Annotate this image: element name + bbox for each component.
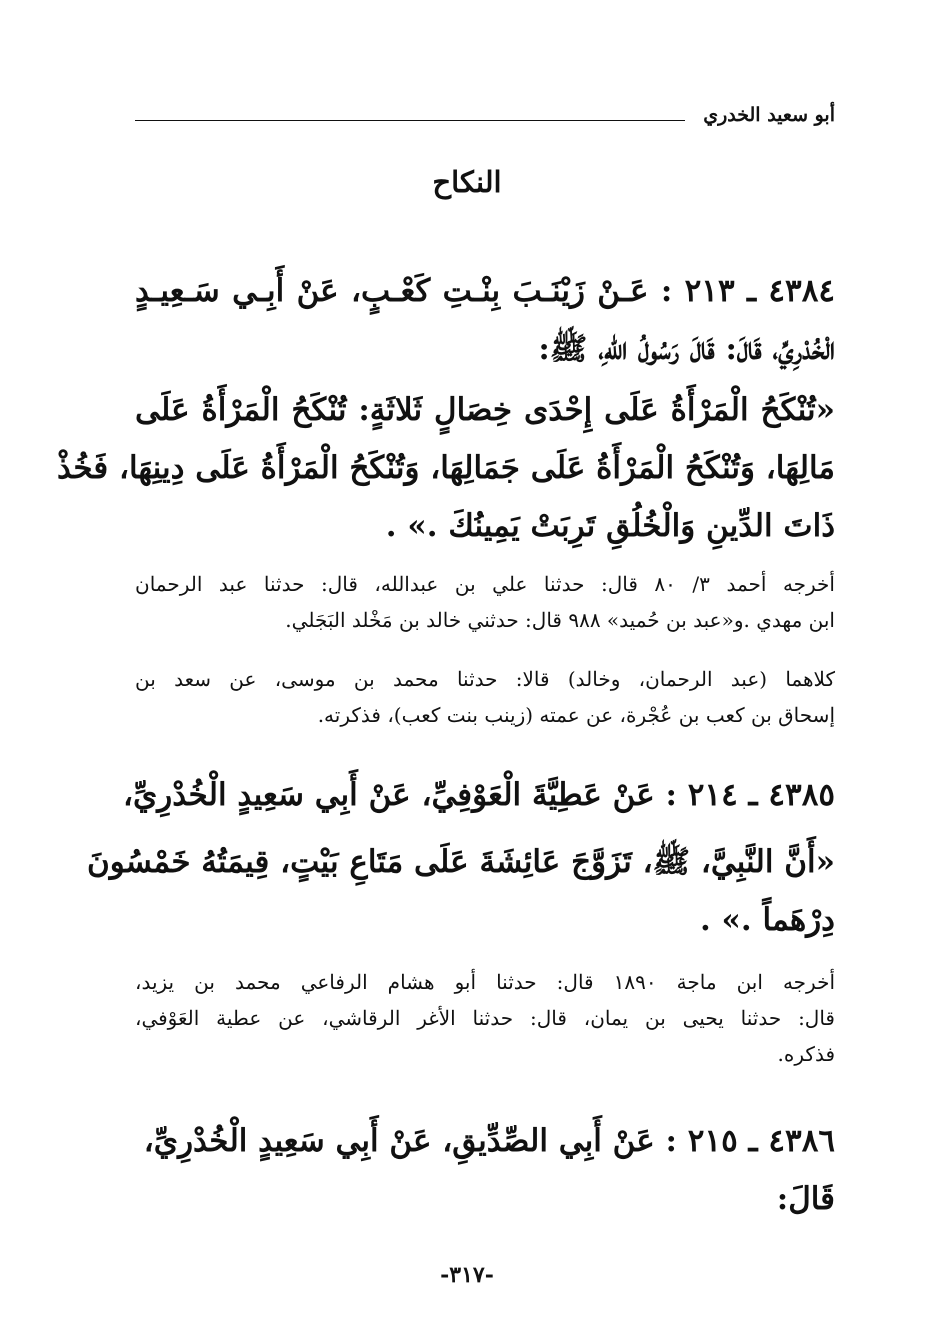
running-header-title: أبو سعيد الخدري xyxy=(703,104,835,126)
hadith-heading-line: الْخُدْرِيِّ، قَالَ: قَالَ رَسُولُ اللّٰهِ، ﷺ: xyxy=(538,331,835,367)
note-line: كلاهما (عبد الرحمان، وخالد) قالا: حدثنا محمد بن موسى، عن سعد بن xyxy=(135,667,835,691)
section-title: النكاح xyxy=(432,165,502,199)
hadith-text-4385 xyxy=(86,833,835,949)
takhrij-note xyxy=(135,661,835,733)
hadith-heading-line: قَالَ: xyxy=(776,1181,835,1217)
note-line: إسحاق بن كعب بن عُجْرة، عن عمته (زينب بنت كعب)، فذكرته. xyxy=(317,703,835,727)
hadith-text-line: «أَنَّ النَّبِيَّ، ﷺ، تَزَوَّجَ عَائِشَةَ عَلَى مَتَاعِ بَيْتٍ، قِيمَتُهُ خَمْسُونَ xyxy=(86,844,835,880)
hadith-heading-4384 xyxy=(135,262,835,378)
note-line: فذكره. xyxy=(777,1042,835,1066)
hadith-text-line: مَالِهَا، وَتُنْكَحُ الْمَرْأَةُ عَلَى جَمَالِهَا، وَتُنْكَحُ الْمَرْأَةُ عَلَى دِينِهَا، فَخُذْ xyxy=(57,450,835,486)
hadith-heading-line: ٤٣٨٦ ـ ٢١٥ : عَنْ أَبِي الصِّدِّيقِ، عَنْ أَبِي سَعِيدٍ الْخُدْرِيِّ، xyxy=(143,1123,835,1159)
hadith-text-line: دِرْهَماً .» . xyxy=(699,902,835,938)
header-rule xyxy=(135,120,685,121)
hadith-heading-line: ٤٣٨٥ ـ ٢١٤ : عَنْ عَطِيَّةَ الْعَوْفِيِّ، عَنْ أَبِي سَعِيدٍ الْخُدْرِيِّ، xyxy=(122,777,835,813)
hadith-text-4384 xyxy=(57,381,835,555)
takhrij-note xyxy=(135,566,835,638)
note-line: ابن مهدي .و«عبد بن حُميد» ٩٨٨ قال: حدثني خالد بن مَخْلد البَجَلي. xyxy=(285,608,835,632)
hadith-heading-4386 xyxy=(135,1112,835,1228)
note-line: أخرجه ابن ماجة ١٨٩٠ قال: حدثنا أبو هشام الرفاعي محمد بن يزيد، xyxy=(135,970,835,994)
hadith-text-line: ذَاتَ الدِّينِ وَالْخُلُقِ تَرِبَتْ يَمِينُكَ .» . xyxy=(385,508,835,544)
takhrij-note xyxy=(135,964,835,1072)
note-line: أخرجه أحمد ٣/ ٨٠ قال: حدثنا علي بن عبدالله، قال: حدثنا عبد الرحمان xyxy=(135,572,835,596)
running-header xyxy=(135,100,835,130)
hadith-heading-line: ٤٣٨٤ ـ ٢١٣ : عَـنْ زَيْنَـبَ بِنْـتِ كَعْـبٍ، عَنْ أَبِـي سَـعِيـدٍ xyxy=(135,273,835,309)
hadith-heading-4385 xyxy=(122,766,835,824)
page-number: -٣١٧- xyxy=(440,1262,494,1288)
hadith-text-line: «تُنْكَحُ الْمَرْأَةُ عَلَى إِحْدَى خِصَالٍ ثَلاثَةٍ: تُنْكَحُ الْمَرْأَةُ عَلَى xyxy=(135,392,835,428)
note-line: قال: حدثنا يحيى بن يمان، قال: حدثنا الأغر الرقاشي، عن عطية العَوْفي، xyxy=(135,1006,835,1030)
